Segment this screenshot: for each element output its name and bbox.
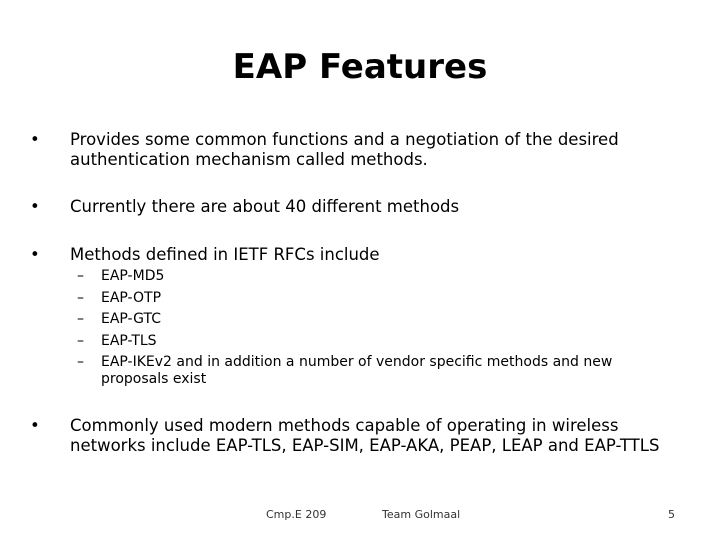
bullet-item xyxy=(30,245,670,265)
dash-icon: – xyxy=(77,268,84,284)
sub-item-text: EAP-GTC xyxy=(101,311,161,327)
sub-item xyxy=(77,268,667,285)
bullet-icon: • xyxy=(30,130,40,149)
dash-icon: – xyxy=(77,311,84,327)
sub-item-text: EAP-IKEv2 and in addition a number of vendor specific methods and new proposals exist xyxy=(101,354,613,387)
bullet-icon: • xyxy=(30,245,40,264)
sub-item xyxy=(77,354,667,388)
bullet-item xyxy=(30,130,670,170)
dash-icon: – xyxy=(77,354,84,370)
page-number: 5 xyxy=(668,508,675,521)
bullet-icon: • xyxy=(30,197,40,216)
bullet-item xyxy=(30,197,670,217)
sub-item-text: EAP-MD5 xyxy=(101,268,165,284)
footer-course: Cmp.E 209 xyxy=(266,508,327,521)
slide-title: EAP Features xyxy=(232,47,488,87)
sub-item-text: EAP-TLS xyxy=(101,333,157,349)
bullet-icon: • xyxy=(30,416,40,435)
dash-icon: – xyxy=(77,290,84,306)
bullet-text: Methods defined in IETF RFCs include xyxy=(70,245,380,264)
sub-item-text: EAP-OTP xyxy=(101,290,162,306)
bullet-text: Commonly used modern methods capable of operating in wireless networks include EAP-TLS, EAP-SIM, EAP-AKA, PEAP, LEAP and EAP-TTLS xyxy=(70,416,660,455)
sub-item xyxy=(77,311,667,328)
sub-item xyxy=(77,333,667,350)
sub-item xyxy=(77,290,667,307)
bullet-text: Currently there are about 40 different methods xyxy=(70,197,460,216)
dash-icon: – xyxy=(77,333,84,349)
bullet-text: Provides some common functions and a negotiation of the desired authentication mechanism called methods. xyxy=(70,130,619,169)
footer-team: Team Golmaal xyxy=(382,508,461,521)
bullet-item xyxy=(30,416,670,456)
